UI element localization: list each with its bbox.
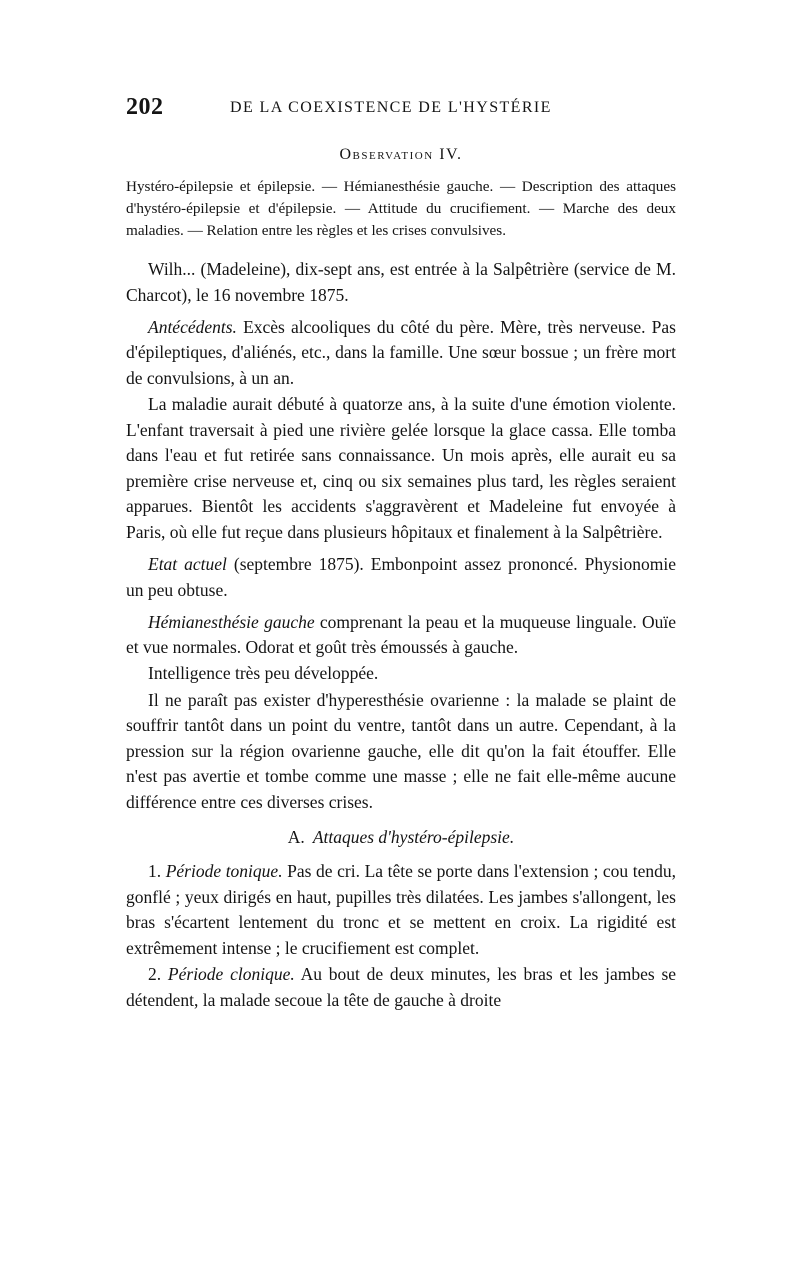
observation-title: Observation IV. [339, 146, 463, 163]
paragraph-periode-tonique [126, 859, 676, 961]
paragraph-text: Wilh... (Madeleine), dix-sept ans, est entrée à la Salpêtrière (service de M. Charcot), le 16 novembre 1875. [126, 259, 676, 305]
observation-summary: Hystéro-épilepsie et épilepsie. — Hémianesthésie gauche. — Description des attaques d'hystéro-épilepsie et d'épilepsie. — Attitude du crucifiement. — Marche des deux maladies. — Relation entre les règles et les crises convulsives. [126, 178, 676, 239]
paragraph-text: Il ne paraît pas exister d'hyperesthésie ovarienne : la malade se plaint de souffrir tantôt dans un point du ventre, tantôt dans un autre. Cependant, à la pression sur la région ovarienne gauche, elle dit qu'on la fait étouffer. Elle n'est pas avertie et tombe comme une masse ; elle ne fait elle-même aucune différence entre ces diverses crises. [126, 689, 676, 812]
paragraph-hemianesthesie [126, 610, 676, 661]
paragraph-intelligence [126, 661, 676, 687]
paragraph-lead: Antécédents. [148, 316, 237, 337]
paragraph-etat [126, 552, 676, 603]
paragraph-text: Pas de cri. La tête se porte dans l'extension ; cou tendu, gonflé ; yeux dirigés en haut, pupilles très dilatées. Les jambes s'allongent, les bras s'écartent lentement du tronc et se mettent en croix. La rigidité est extrêmement intense ; le crucifiement est complet. [126, 861, 677, 958]
paragraph-text: La maladie aurait débuté à quatorze ans, à la suite d'une émotion violente. L'enfant traversait à pied une rivière gelée lorsque la glace cassa. Elle tomba dans l'eau et fut retirée sans connaissance. Un mois après, elle aurait eu sa première crise nerveuse et, cinq ou six semaines plus tard, les règles seraient apparues. Bientôt les accidents s'aggravèrent et Madeleine fut envoyée à Paris, où elle fut reçue dans plusieurs hôpitaux et finalement à la Salpêtrière. [126, 393, 676, 542]
running-title: DE LA COEXISTENCE DE L'HYSTÉRIE [230, 99, 552, 116]
paragraph-periode-clonique [126, 962, 676, 1013]
section-heading [126, 825, 676, 851]
paragraph-number: 2. [148, 963, 162, 984]
paragraph-debut [126, 392, 676, 546]
paragraph-lead: Hémianesthésie gauche [148, 611, 315, 632]
paragraph-text: Intelligence très peu développée. [148, 663, 379, 684]
paragraph-lead: Etat actuel [148, 554, 227, 575]
paragraph-hyperesthesie [126, 688, 676, 816]
text-block [126, 146, 676, 1014]
paragraph-text: (septembre 1875). Embonpoint assez prononcé. Physionomie un peu obtuse. [126, 554, 676, 600]
paragraph-lead: Période tonique. [165, 861, 283, 882]
paragraph-lead: Période clonique. [167, 963, 295, 984]
page-number: 202 [126, 94, 164, 120]
paragraph-number: 1. [148, 861, 162, 882]
paragraph-text: comprenant la peau et la muqueuse linguale. Ouïe et vue normales. Odorat et goût très émoussés à gauche. [126, 611, 676, 658]
paragraph-antecedents [126, 315, 676, 392]
paragraph-text: Excès alcooliques du côté du père. Mère, très nerveuse. Pas d'épileptiques, d'aliénés, etc., dans la famille. Une sœur bossue ; un frère mort de convulsions, à un an. [126, 316, 676, 388]
paragraph-intro [126, 257, 676, 308]
section-title: Attaques d'hystéro-épilepsie. [312, 827, 515, 848]
running-header [126, 94, 676, 124]
body-text [126, 257, 676, 1013]
paragraph-text: Au bout de deux minutes, les bras et les jambes se détendent, la malade secoue la tête de gauche à droite [126, 963, 677, 1010]
section-letter: A. [287, 827, 305, 848]
